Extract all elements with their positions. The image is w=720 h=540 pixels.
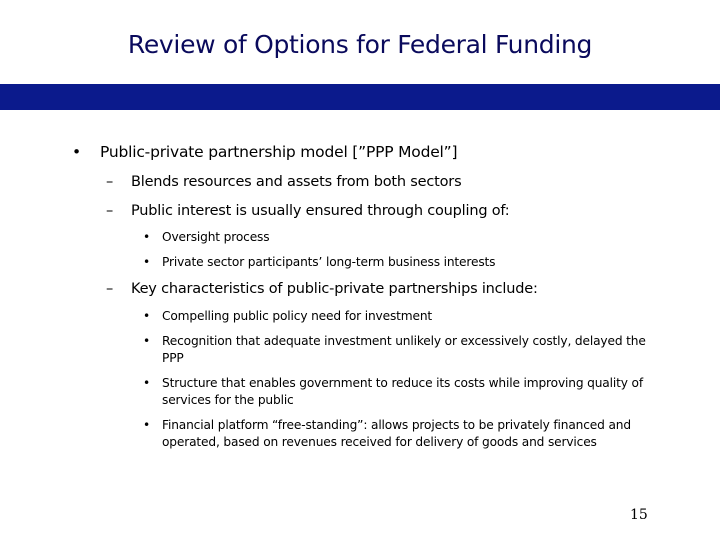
structure-item: Structure that enables government to reduce its costs while improving quality of services for the public xyxy=(162,376,643,407)
recognition-item: Recognition that adequate investment unlikely or excessively costly, delayed the PPP xyxy=(162,334,646,365)
bullet-marker: • xyxy=(143,309,151,323)
compelling-need-item: Compelling public policy need for investment xyxy=(162,309,433,323)
financial-platform-item: Financial platform “free-standing”: allows projects to be privately financed and operated, based on revenues received for delivery of goods and services xyxy=(162,418,631,449)
dash-marker: – xyxy=(106,281,114,297)
bullet-marker: • xyxy=(143,376,151,390)
bullet-marker: • xyxy=(143,230,151,244)
oversight-process-item: Oversight process xyxy=(162,230,270,244)
title-accent-bar xyxy=(0,84,720,110)
public-interest-item: Public interest is usually ensured through coupling of: xyxy=(131,203,510,219)
bullet-marker: • xyxy=(143,255,151,269)
bullet-marker: • xyxy=(72,143,81,161)
ppp-model-heading: Public-private partnership model [”PPP Model”] xyxy=(100,143,458,161)
dash-marker: – xyxy=(106,174,114,190)
slide-title: Review of Options for Federal Funding xyxy=(127,30,593,59)
bullet-marker: • xyxy=(143,334,151,348)
dash-marker: – xyxy=(106,203,114,219)
private-sector-interests-item: Private sector participants’ long-term business interests xyxy=(162,255,496,269)
bullet-marker: • xyxy=(143,418,151,432)
key-characteristics-item: Key characteristics of public-private partnerships include: xyxy=(131,281,538,297)
page-number: 15 xyxy=(630,507,648,523)
blends-resources-item: Blends resources and assets from both sectors xyxy=(131,174,462,190)
